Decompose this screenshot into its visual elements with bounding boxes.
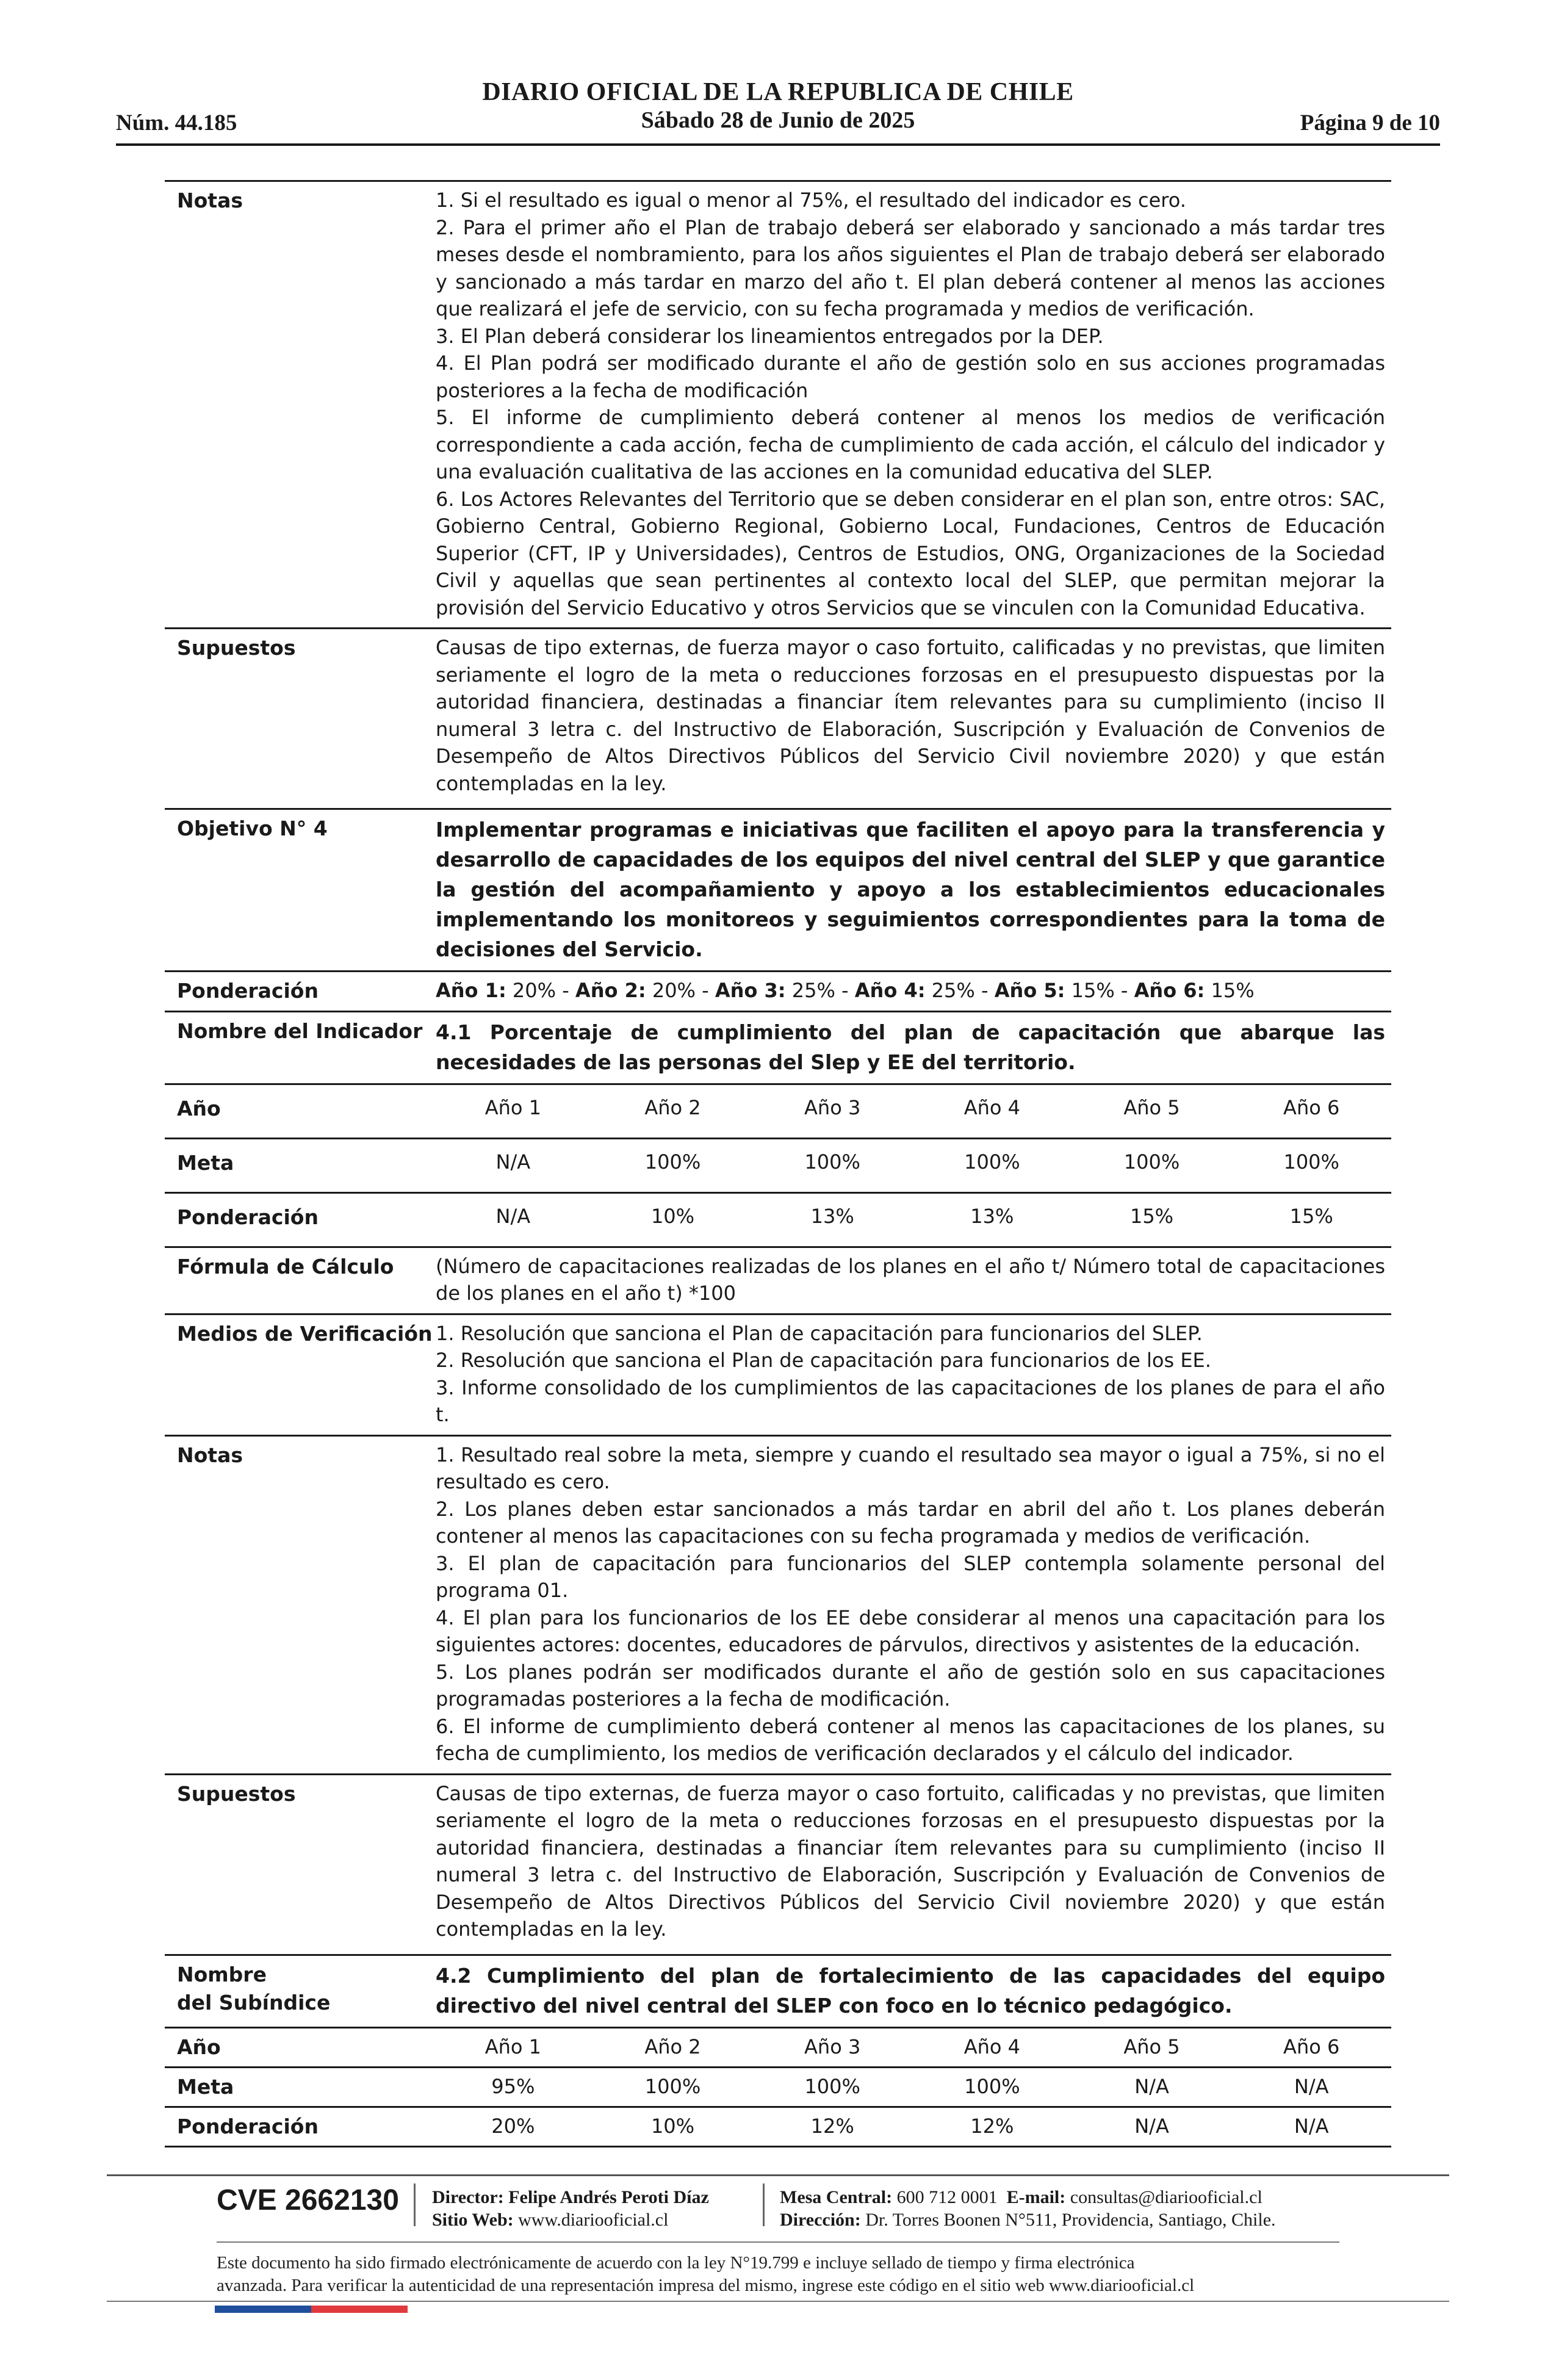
footer-divider	[217, 2241, 1339, 2243]
meta-label: Meta	[177, 2074, 234, 2099]
cve-code: CVE 2662130	[217, 2184, 399, 2216]
meta-cell: 100%	[1283, 1150, 1339, 1174]
ponderacion-cell: 20%	[491, 2114, 535, 2138]
anio-cell: Año 4	[963, 2035, 1020, 2058]
footer-contact-block	[780, 2186, 1276, 2231]
meta-cell: 100%	[804, 1150, 860, 1174]
pond-year: Año 6:	[1134, 979, 1205, 1002]
meta-label: Meta	[177, 1150, 234, 1175]
anio-cell: Año 3	[804, 1095, 861, 1119]
legal-line: avanzada. Para verificar la autenticidad de una representación impresa del mismo, ingrese este código en el sitio web www.diariooficial.cl	[217, 2276, 1195, 2295]
meta-cell: 95%	[491, 2074, 535, 2098]
issue-number: Núm. 44.185	[116, 110, 237, 135]
anio-cell: Año 1	[484, 2035, 541, 2058]
anio-cell: Año 6	[1283, 1095, 1340, 1119]
indicador-anio-row	[165, 1083, 1391, 1138]
medio-item: 2. Resolución que sanciona el Plan de capacitación para funcionarios de los EE.	[436, 1349, 1211, 1372]
flag-bar-red	[311, 2306, 408, 2313]
mesa-label: Mesa Central:	[780, 2187, 893, 2207]
web-label: Sitio Web:	[432, 2210, 514, 2230]
medio-item: 1. Resolución que sanciona el Plan de capacitación para funcionarios del SLEP.	[436, 1321, 1203, 1345]
ponderacion-cell: 13%	[810, 1204, 854, 1228]
anio-cell: Año 5	[1123, 2035, 1180, 2058]
newspaper-title: DIARIO OFICIAL DE LA REPUBLICA DE CHILE	[482, 78, 1074, 106]
meta-cell: 100%	[644, 2074, 701, 2098]
anio-cell: Año 2	[644, 1095, 701, 1119]
subindice-nombre: 4.2 Cumplimiento del plan de fortalecimiento de las capacidades del equipo directivo del nivel central del SLEP con foco en lo técnico pedagógico.	[436, 1963, 1385, 2018]
indicador-supuestos-row	[165, 1773, 1391, 1949]
ponderacion-label: Ponderación	[177, 1205, 319, 1229]
supuestos-label: Supuestos	[177, 636, 296, 660]
nota-item: 2. Los planes deben estar sancionados a más tardar en abril del año t. Los planes deberán contener al menos las capacitaciones con su fecha programada y medios de verificación.	[436, 1497, 1385, 1548]
ponderacion-columns	[433, 1194, 1391, 1246]
ponderacion-label: Ponderación	[177, 2114, 319, 2138]
legal-line: Este documento ha sido firmado electrónicamente de acuerdo con la ley N°19.799 e incluye sellado de tiempo y firma electrónica	[217, 2253, 1135, 2273]
medios-label: Medios de Verificación	[177, 1321, 433, 1346]
supuestos-row	[165, 627, 1391, 803]
ponderacion-label: Ponderación	[177, 979, 319, 1003]
supuestos-text: Causas de tipo externas, de fuerza mayor o caso fortuito, calificadas y no previstas, que limiten seriamente el logro de la meta o reducciones forzosas en el presupuesto dispuestas por la autoridad financiera, destinadas a financiar ítem relevantes para su cumplimiento (inciso II numeral 3 letra c. del Instructivo de Elaboración, Suscripción y Evaluación de Convenios de Desempeño de Altos Directivos Públicos del Servicio Civil noviembre 2020) y que están contempladas en la ley.	[436, 1781, 1385, 1941]
pond-year: Año 4:	[854, 979, 926, 1002]
notas-text	[433, 1437, 1391, 1773]
ponderacion-cell: 10%	[650, 2114, 695, 2138]
nota-item: 4. El plan para los funcionarios de los EE debe considerar al menos una capacitación para los siguientes actores: docentes, educadores de párvulos, directivos y asistentes de la educación.	[436, 1606, 1385, 1656]
nota-item: 3. El plan de capacitación para funcionarios del SLEP contempla solamente personal del programa 01.	[436, 1551, 1385, 1602]
issue-date: Sábado 28 de Junio de 2025	[641, 107, 915, 133]
indicador-label: Nombre del Indicador	[177, 1019, 423, 1043]
ponderacion-cell: 12%	[810, 2114, 854, 2138]
meta-cell: 100%	[644, 1150, 701, 1174]
pond-year: Año 2:	[575, 979, 646, 1002]
footer-separator	[763, 2183, 765, 2226]
footer-divider	[107, 2174, 1449, 2176]
subindice-label	[165, 1956, 433, 2027]
nota-item: 6. El informe de cumplimiento deberá contener al menos las capacitaciones de los planes, su fecha de cumplimiento, los medios de verificación declarados y el cálculo del indicador.	[436, 1714, 1385, 1765]
ponderacion-columns	[433, 2108, 1391, 2146]
ponderacion-cell: 12%	[970, 2114, 1014, 2138]
meta-cell: 100%	[804, 2074, 860, 2098]
anio-cell: Año 3	[804, 2035, 861, 2058]
medios-row	[165, 1313, 1391, 1435]
direccion-text: Dr. Torres Boonen N°511, Providencia, Santiago, Chile.	[865, 2210, 1276, 2230]
ponderacion-cell: 15%	[1129, 1204, 1174, 1228]
mesa-phone: 600 712 0001	[896, 2187, 998, 2207]
subindice-anio-row	[165, 2027, 1391, 2066]
ponderacion-text	[433, 972, 1391, 1011]
meta-cell: N/A	[1294, 2074, 1329, 2098]
meta-columns	[433, 2068, 1391, 2106]
email-label: E-mail:	[1006, 2187, 1066, 2207]
indicador-meta-row	[165, 1138, 1391, 1192]
footer-divider	[107, 2301, 1449, 2302]
ponderacion-cell: 15%	[1289, 1204, 1333, 1228]
supuestos-label: Supuestos	[177, 1781, 296, 1806]
indicador-nombre: 4.1 Porcentaje de cumplimiento del plan de capacitación que abarque las necesidades de las personas del Slep y EE del territorio.	[436, 1020, 1385, 1074]
anio-cell: Año 1	[484, 1095, 541, 1119]
pond-value: 15% -	[1065, 979, 1134, 1002]
objetivo-label: Objetivo N° 4	[177, 817, 328, 840]
indicador-ponderacion-row	[165, 1192, 1391, 1246]
subindice-meta-row	[165, 2066, 1391, 2106]
nota-item: 4. El Plan podrá ser modificado durante el año de gestión solo en sus acciones programadas posteriores a la fecha de modificación	[436, 352, 1385, 402]
ponderacion-cell: N/A	[1134, 2114, 1169, 2138]
ponderacion-cell: N/A	[1294, 2114, 1329, 2138]
anio-columns	[433, 2028, 1391, 2066]
nota-item: 5. Los planes podrán ser modificados durante el año de gestión solo en sus capacitaciones programadas posteriores a la fecha de modificación.	[436, 1660, 1385, 1711]
flag-bar-blue	[215, 2306, 311, 2313]
meta-cell: N/A	[1134, 2074, 1169, 2098]
page-header	[116, 76, 1440, 146]
objetivo-ponderacion-row	[165, 970, 1391, 1011]
web-link[interactable]: www.diariooficial.cl	[518, 2210, 669, 2230]
pond-value: 20% -	[506, 979, 575, 1002]
footer-director-block	[432, 2186, 709, 2231]
nota-item: 3. El Plan deberá considerar los lineamientos entregados por la DEP.	[436, 324, 1104, 348]
director-label: Director:	[432, 2187, 504, 2207]
subindice-label-line: del Subíndice	[177, 1990, 331, 2014]
subindice-nombre-row	[165, 1954, 1391, 2027]
page-number: Página 9 de 10	[1300, 110, 1440, 135]
notas-text	[433, 182, 1391, 627]
formula-text: (Número de capacitaciones realizadas de los planes en el año t/ Número total de capacitaciones de los planes en el año t) *100	[436, 1254, 1385, 1305]
notas-label: Notas	[177, 1443, 243, 1467]
pond-year: Año 5:	[994, 979, 1065, 1002]
indicador-nombre-row	[165, 1011, 1391, 1083]
anio-cell: Año 2	[644, 2035, 701, 2058]
medios-text	[433, 1315, 1391, 1435]
formula-label: Fórmula de Cálculo	[177, 1254, 394, 1278]
subindice-label-line: Nombre	[177, 1962, 267, 1986]
anio-cell: Año 5	[1123, 1095, 1180, 1119]
supuestos-text: Causas de tipo externas, de fuerza mayor o caso fortuito, calificadas y no previstas, que limiten seriamente el logro de la meta o reducciones forzosas en el presupuesto dispuestas por la autoridad financiera, destinadas a financiar ítem relevantes para su cumplimiento (inciso II numeral 3 letra c. del Instructivo de Elaboración, Suscripción y Evaluación de Convenios de Desempeño de Altos Directivos Públicos del Servicio Civil noviembre 2020) y que están contempladas en la ley.	[436, 636, 1385, 795]
medio-item: 3. Informe consolidado de los cumplimientos de las capacitaciones de los planes de para el año t.	[436, 1376, 1385, 1426]
meta-cell: 100%	[964, 1150, 1020, 1174]
pond-value: 15%	[1205, 979, 1255, 1002]
director-name: Felipe Andrés Peroti Díaz	[508, 2187, 709, 2207]
ponderacion-cell: 10%	[650, 1204, 695, 1228]
footer-separator	[414, 2183, 416, 2226]
formula-row	[165, 1246, 1391, 1313]
pond-value: 25% -	[785, 979, 855, 1002]
subindice-ponderacion-row	[165, 2106, 1391, 2147]
notas-label: Notas	[177, 189, 243, 212]
objectives-table	[165, 180, 1391, 2147]
ponderacion-cell: 13%	[970, 1204, 1014, 1228]
meta-columns	[433, 1139, 1391, 1192]
objetivo-row	[165, 808, 1391, 970]
legal-notice	[217, 2252, 1376, 2297]
anio-cell: Año 6	[1283, 2035, 1340, 2058]
meta-cell: 100%	[1123, 1150, 1180, 1174]
direccion-label: Dirección:	[780, 2210, 861, 2230]
email-link[interactable]: consultas@diariooficial.cl	[1070, 2187, 1262, 2207]
nota-item: 2. Para el primer año el Plan de trabajo deberá ser elaborado y sancionado a más tardar tres meses desde el nombramiento, para los años siguientes el Plan de trabajo deberá ser elaborado y sancionado a más tardar en marzo del año t. El plan deberá contener al menos las acciones que realizará el jefe de servicio, con su fecha programada y medios de verificación.	[436, 215, 1385, 320]
meta-cell: 100%	[964, 2074, 1020, 2098]
pond-value: 25% -	[925, 979, 995, 1002]
notas-row	[165, 180, 1391, 627]
indicador-notas-row	[165, 1435, 1391, 1773]
nota-item: 1. Resultado real sobre la meta, siempre y cuando el resultado sea mayor o igual a 75%, si no el resultado es cero.	[436, 1443, 1385, 1493]
objetivo-text: Implementar programas e iniciativas que faciliten el apoyo para la transferencia y desarrollo de capacidades de los equipos del nivel central del SLEP y que garantice la gestión del acompañamiento y apoyo a los establecimientos educacionales implementando los monitoreos y seguimientos correspondientes para la toma de decisiones del Servicio.	[436, 818, 1385, 961]
pond-year: Año 3:	[715, 979, 786, 1002]
pond-year: Año 1:	[436, 979, 506, 1002]
nota-item: 5. El informe de cumplimiento deberá contener al menos los medios de verificación correspondiente a cada acción, fecha de cumplimiento de cada acción, el cálculo del indicador y una evaluación cualitativa de las acciones en la comunidad educativa del SLEP.	[436, 406, 1385, 483]
anio-columns	[433, 1085, 1391, 1138]
nota-item: 1. Si el resultado es igual o menor al 75%, el resultado del indicador es cero.	[436, 189, 1186, 212]
anio-label: Año	[177, 2035, 221, 2059]
nota-item: 6. Los Actores Relevantes del Territorio que se deben considerar en el plan son, entre otros: SAC, Gobierno Central, Gobierno Regional, Gobierno Local, Fundaciones, Centros de Educación Superior (CFT, IP y Universidades), Centros de Estudios, ONG, Organizaciones de la Sociedad Civil y aquellas que sean pertinentes al contexto local del SLEP, que permitan mejorar la provisión del Servicio Educativo y otros Servicios que se vinculen con la Comunidad Educativa.	[436, 487, 1385, 619]
anio-label: Año	[177, 1096, 221, 1120]
ponderacion-cell: N/A	[495, 1204, 531, 1228]
meta-cell: N/A	[495, 1150, 531, 1174]
anio-cell: Año 4	[963, 1095, 1020, 1119]
pond-value: 20% -	[646, 979, 715, 1002]
